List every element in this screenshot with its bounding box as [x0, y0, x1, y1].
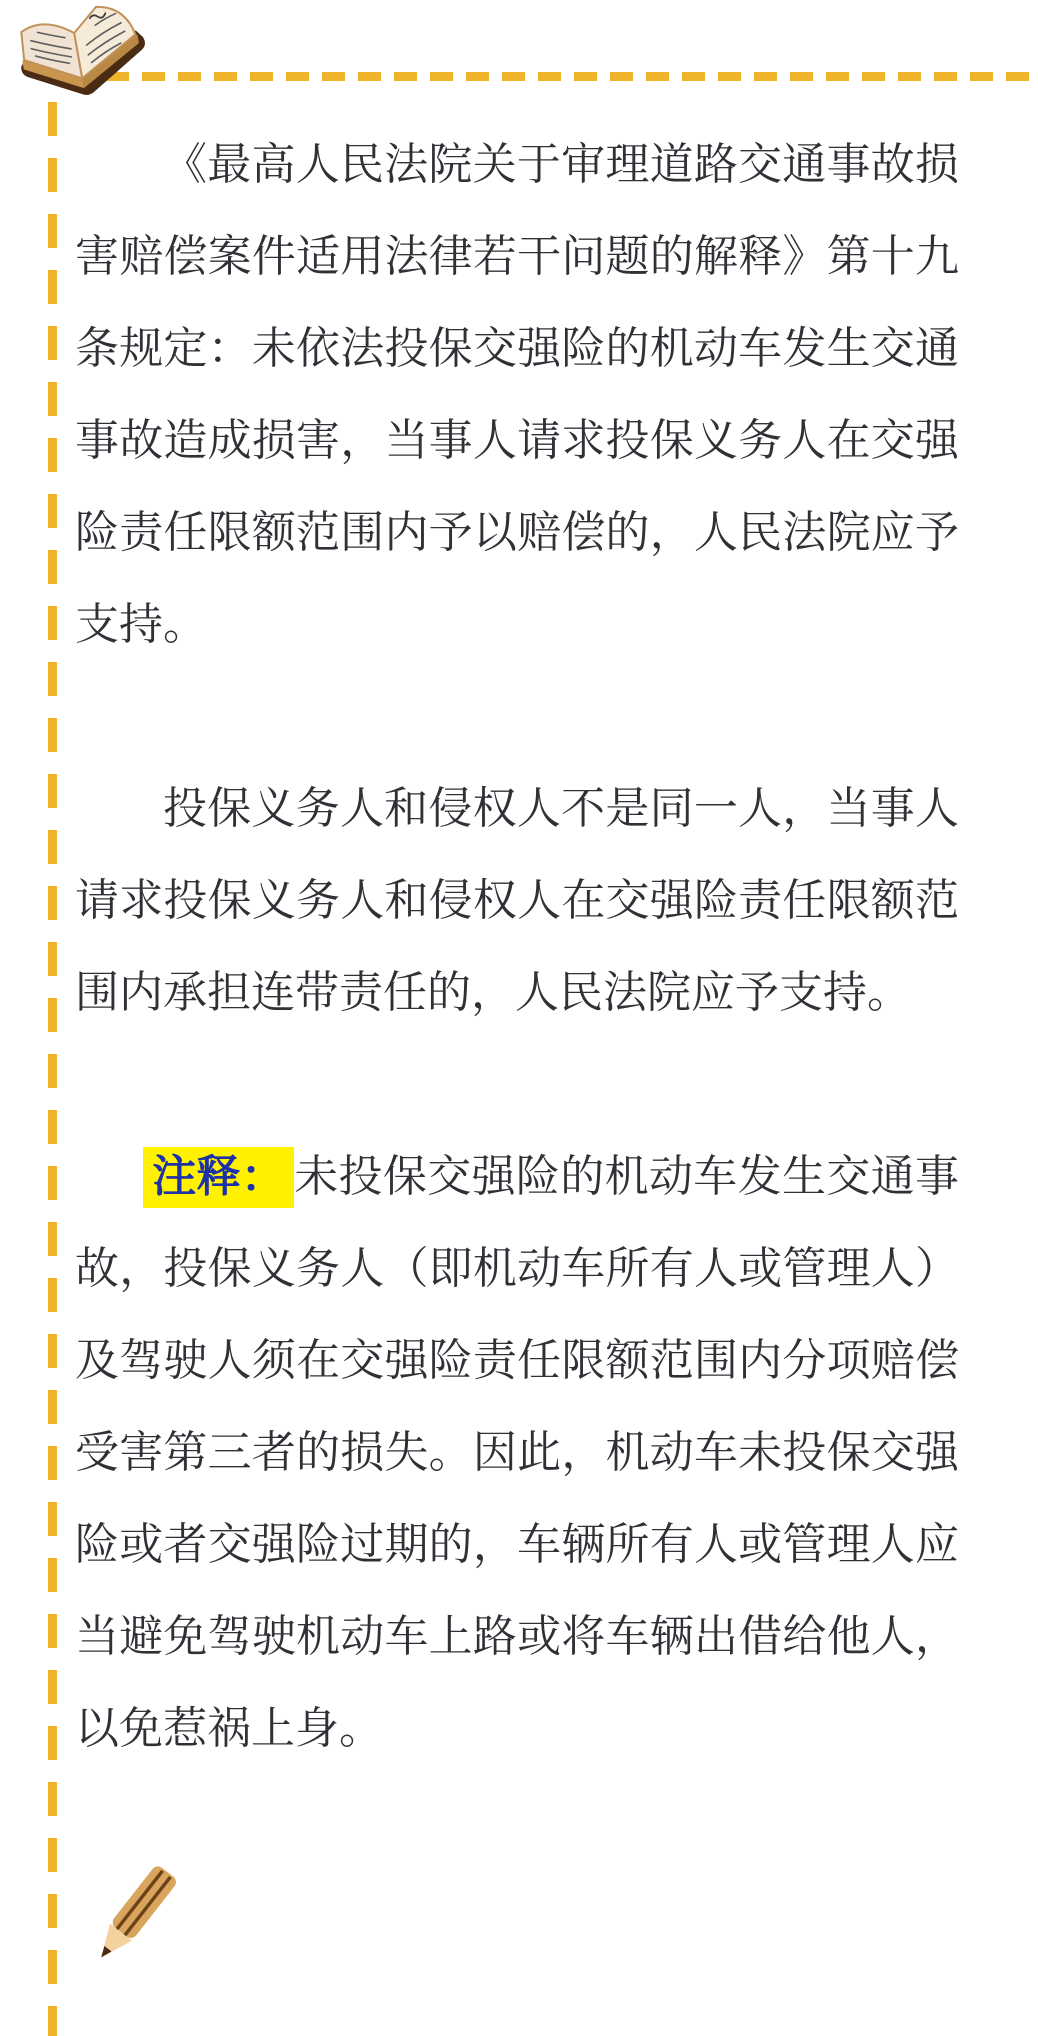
note-body: 未投保交强险的机动车发生交通事故，投保义务人（即机动车所有人或管理人）及驾驶人须在交强险责任限额范围内分项赔偿受害第三者的损失。因此，机动车未投保交强险或者交强险过期的，车辆所有人或管理人应当避免驾驶机动车上路或将车辆出借给他人，以免惹祸上身。: [75, 1152, 960, 1753]
open-book-icon: [12, 0, 152, 110]
dashed-border-top: [106, 72, 1030, 81]
note-label: 注释：: [143, 1147, 294, 1208]
dashed-border-left: [48, 102, 57, 2036]
pencil-icon: [82, 1856, 182, 1980]
paragraph-joint-liability: 投保义务人和侵权人不是同一人，当事人请求投保义务人和侵权人在交强险责任限额范围内承担连带责任的，人民法院应予支持。: [75, 784, 959, 1017]
paragraph-judicial-interpretation: 《最高人民法院关于审理道路交通事故损害赔偿案件适用法律若干问题的解释》第十九条规定：未依法投保交强险的机动车发生交通事故造成损害，当事人请求投保义务人在交强险责任限额范围内予以赔偿的，人民法院应予支持。: [75, 140, 959, 649]
article-body: [75, 119, 959, 1867]
paragraph-annotation: [75, 1131, 959, 1775]
